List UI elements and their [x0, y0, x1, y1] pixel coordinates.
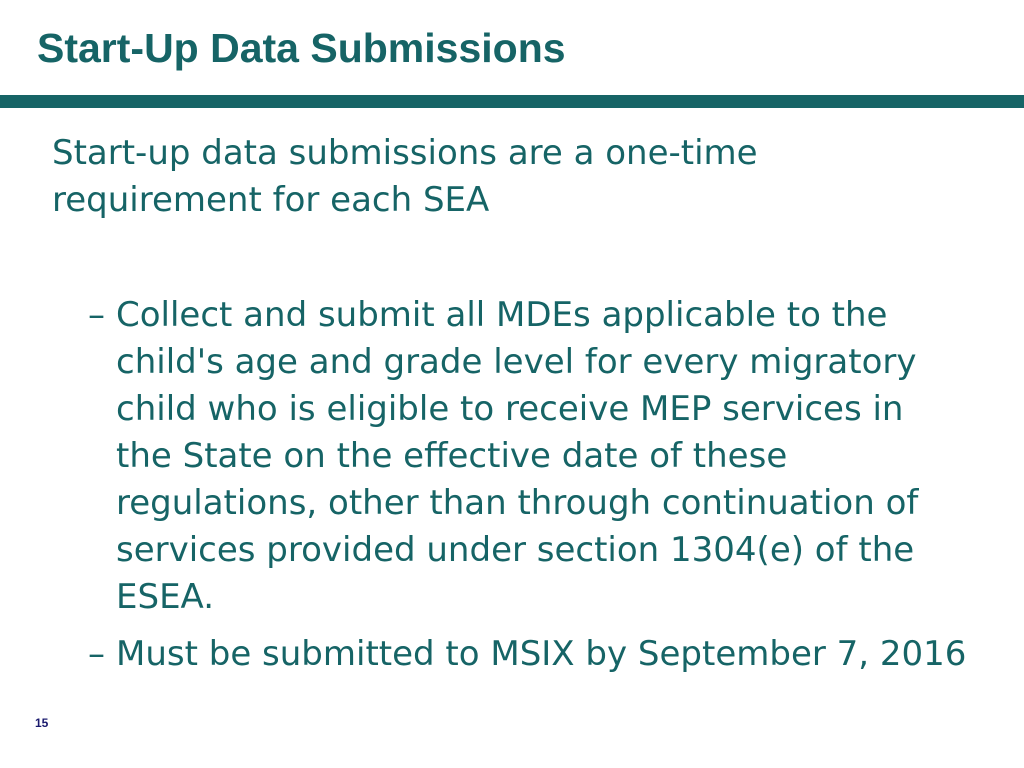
bullet-dash: – [88, 634, 105, 674]
bullet-item-collect-mdes [88, 292, 968, 621]
slide-title: Start-Up Data Submissions [37, 25, 566, 71]
lead-statement: Start-up data submissions are a one-time requirement for each SEA [52, 133, 758, 220]
bullet-dash: – [88, 295, 105, 335]
bullet-item-msix-deadline [88, 631, 968, 678]
bullet-text: Must be submitted to MSIX by September 7, 2016 [116, 634, 967, 674]
bullet-list [88, 292, 968, 688]
title-divider [0, 95, 1024, 108]
bullet-text: Collect and submit all MDEs applicable to the child's age and grade level for every migratory child who is eligible to receive MEP services in the State on the effective date of these regulations, other than through continuation of services provided under section 1304(e) of the ESEA. [116, 295, 919, 617]
page-number: 15 [35, 716, 49, 730]
